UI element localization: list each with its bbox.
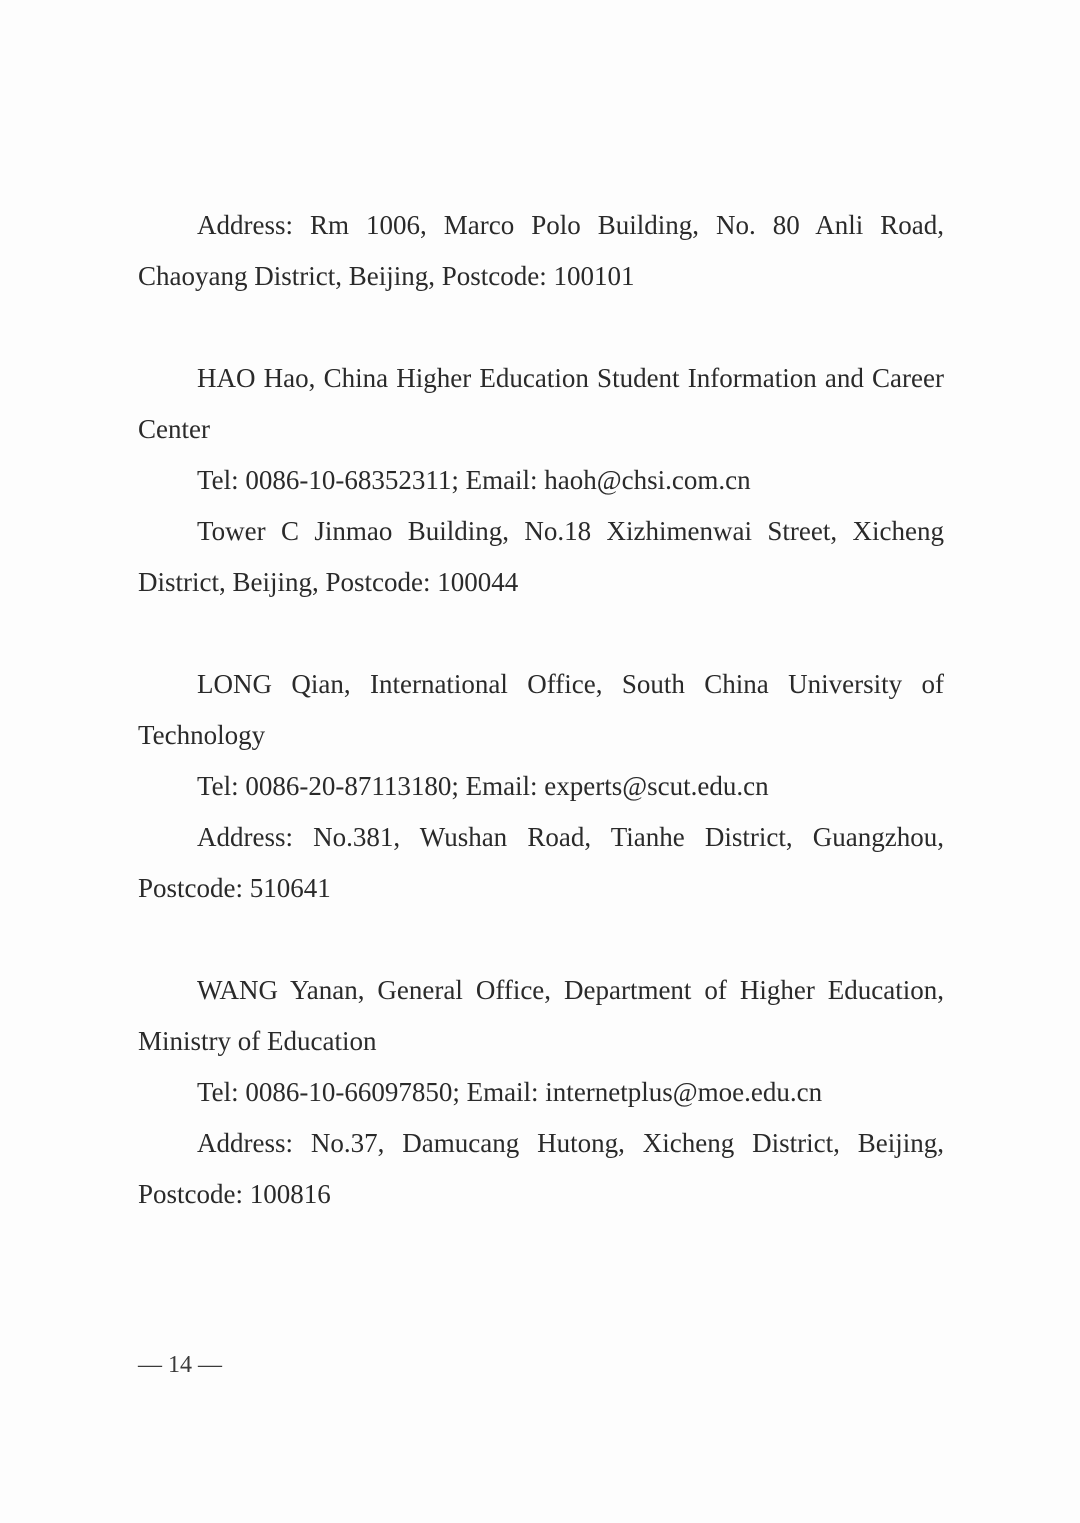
contact-address: Address: No.37, Damucang Hutong, Xicheng District, Beijing, Postcode: 100816 (138, 1128, 944, 1209)
page-number: — 14 — (138, 1352, 222, 1378)
address-line: Address: Rm 1006, Marco Polo Building, No. 80 Anli Road, Chaoyang District, Beijing, Postcode: 100101 (138, 210, 944, 291)
contact-block-hao-hao (138, 353, 944, 608)
contact-tel-email: Tel: 0086-20-87113180; Email: experts@scut.edu.cn (197, 771, 769, 801)
contact-tel-email: Tel: 0086-10-66097850; Email: internetplus@moe.edu.cn (197, 1077, 823, 1107)
contact-block-wang-yanan (138, 965, 944, 1220)
contact-block-long-qian (138, 659, 944, 914)
contact-name-affiliation: HAO Hao, China Higher Education Student Information and Career Center (138, 363, 944, 444)
contact-name-affiliation: LONG Qian, International Office, South China University of Technology (138, 669, 944, 750)
contact-list (138, 200, 944, 1220)
contact-tel-email: Tel: 0086-10-68352311; Email: haoh@chsi.com.cn (197, 465, 751, 495)
contact-address: Tower C Jinmao Building, No.18 Xizhimenwai Street, Xicheng District, Beijing, Postcode: 100044 (138, 516, 944, 597)
contact-name-affiliation: WANG Yanan, General Office, Department of Higher Education, Ministry of Education (138, 975, 944, 1056)
contact-address: Address: No.381, Wushan Road, Tianhe District, Guangzhou, Postcode: 510641 (138, 822, 944, 903)
contact-block-address (138, 200, 944, 302)
